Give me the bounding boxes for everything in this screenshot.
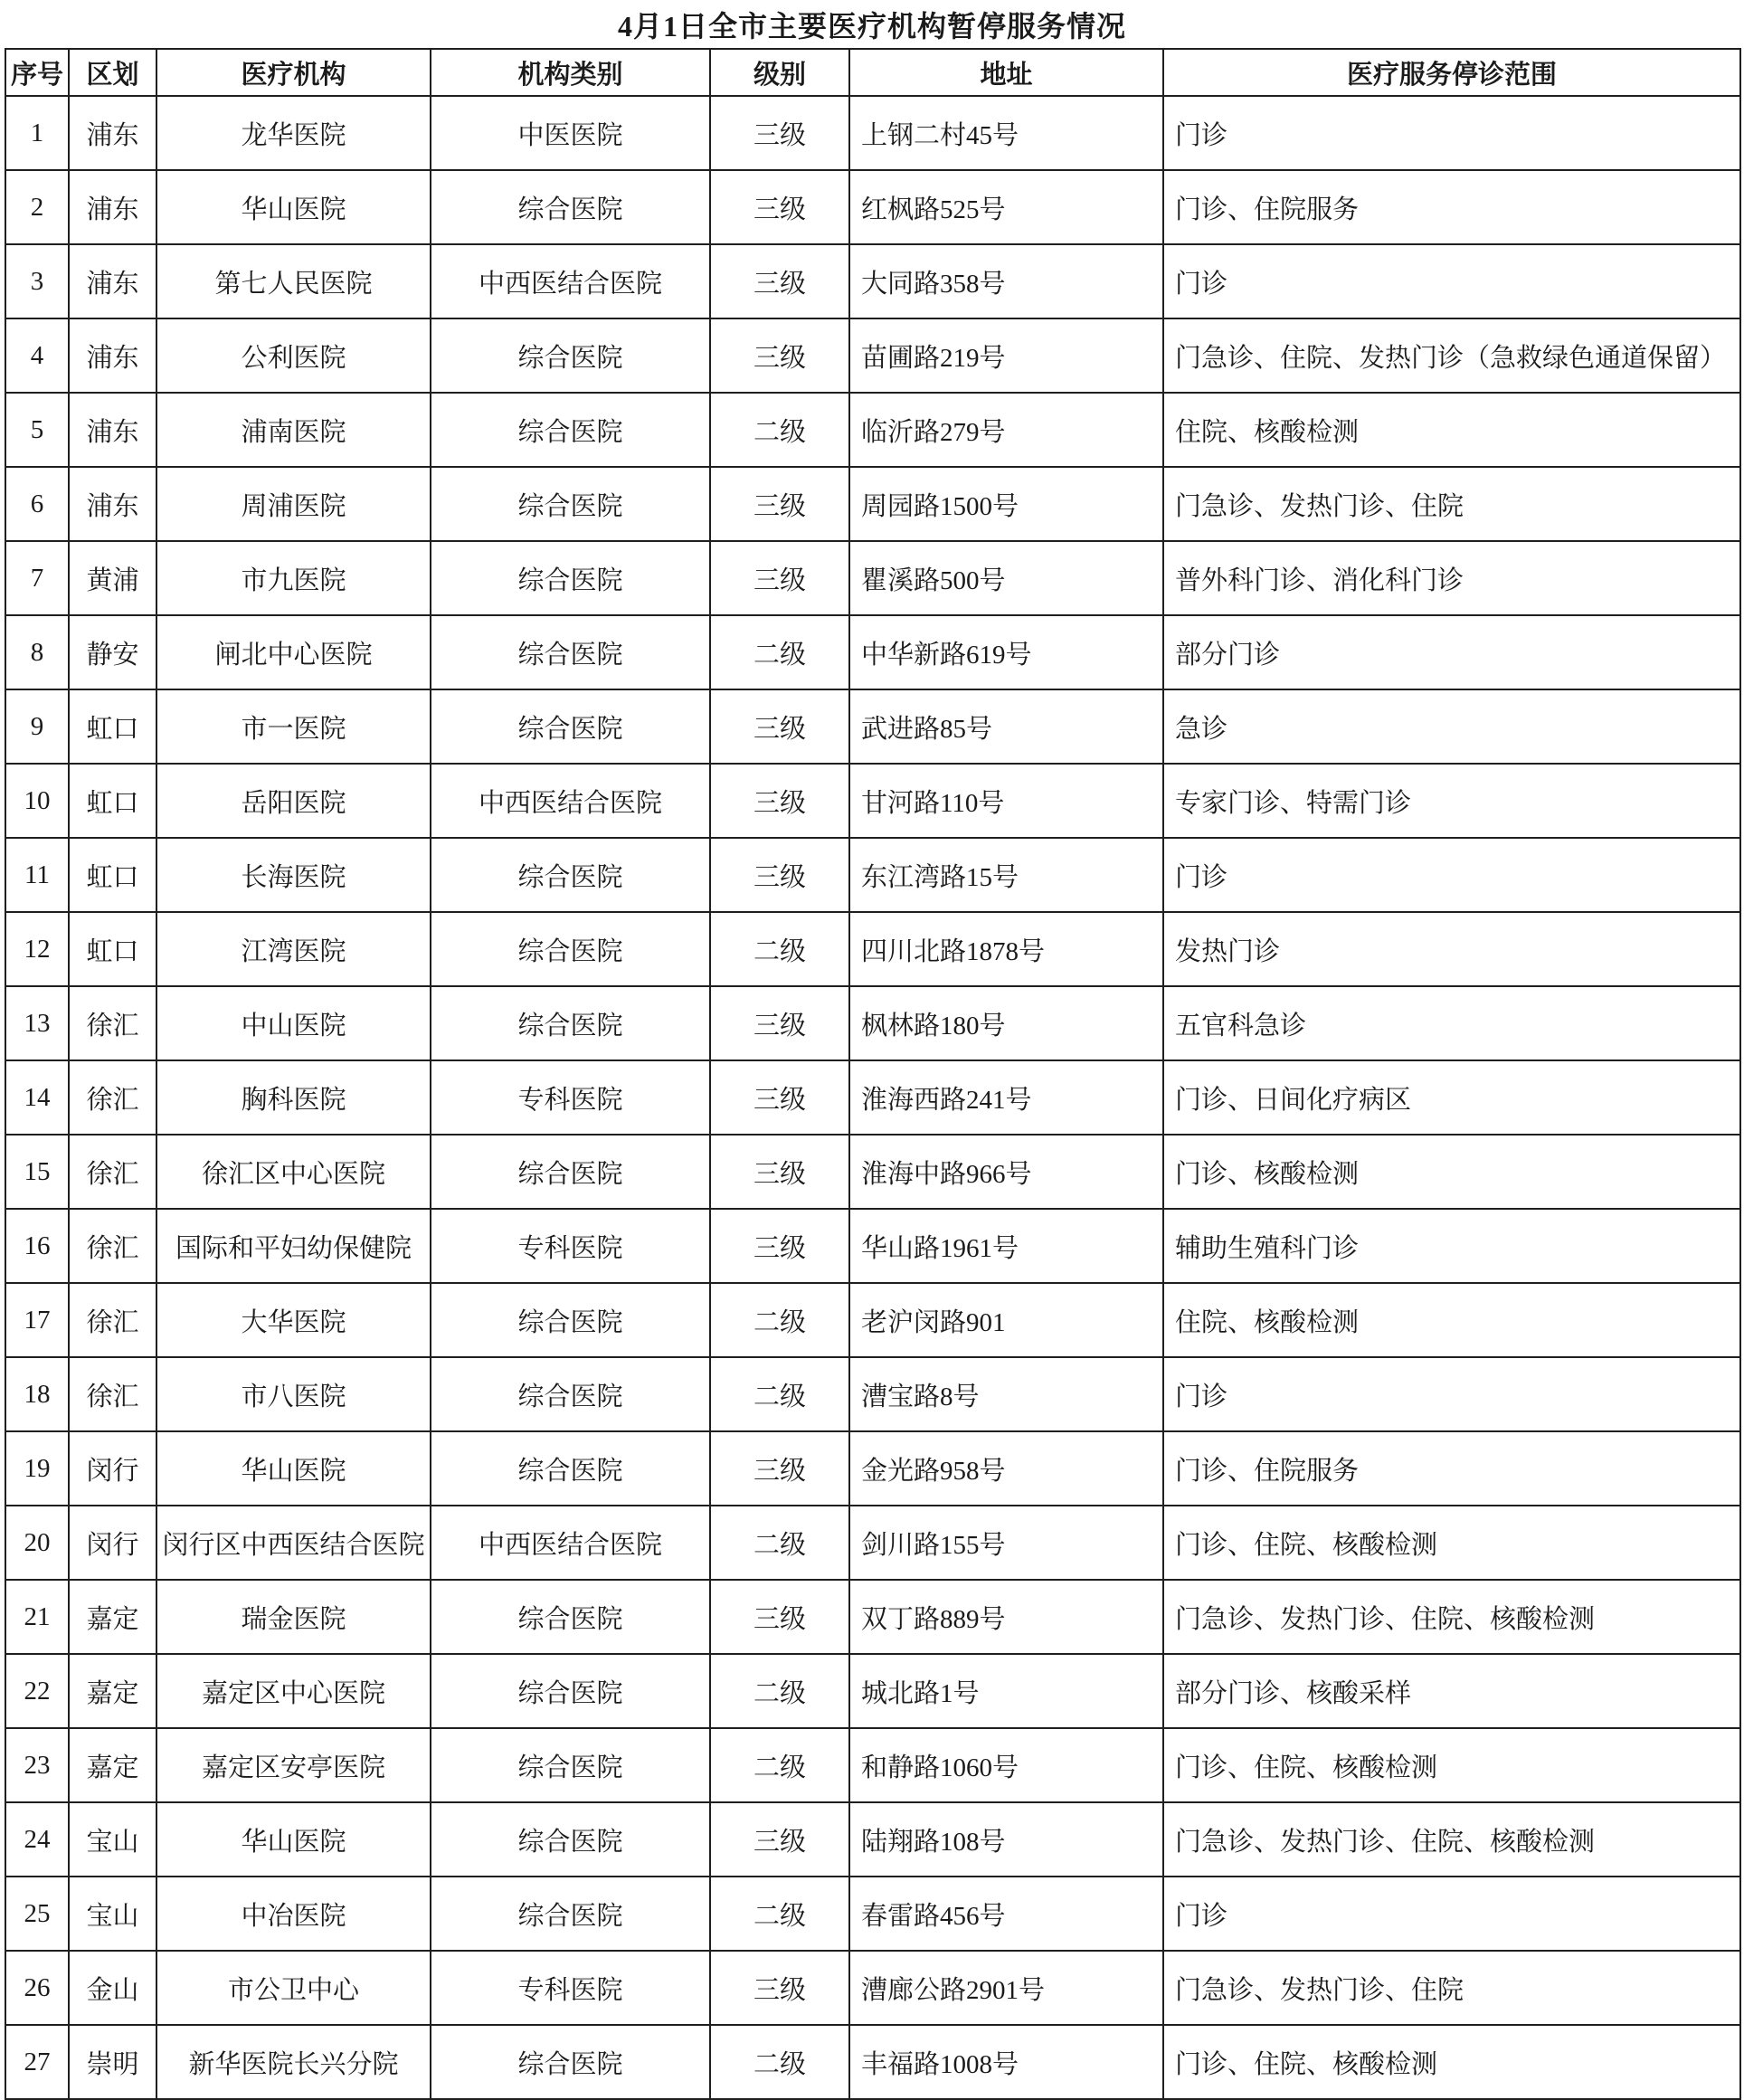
cell-index: 3 [5,244,69,318]
cell-scope: 急诊 [1163,689,1740,764]
cell-scope: 部分门诊 [1163,615,1740,689]
cell-category: 综合医院 [431,2025,710,2099]
cell-district: 浦东 [69,393,156,467]
cell-level: 三级 [710,986,849,1060]
cell-address: 城北路1号 [849,1654,1163,1728]
table-row [5,244,1740,318]
cell-index: 4 [5,318,69,393]
cell-scope: 门诊 [1163,1357,1740,1431]
cell-institution: 中山医院 [156,986,431,1060]
cell-category: 综合医院 [431,541,710,615]
cell-district: 虹口 [69,838,156,912]
cell-category: 综合医院 [431,318,710,393]
cell-scope: 部分门诊、核酸采样 [1163,1654,1740,1728]
cell-category: 综合医院 [431,170,710,244]
cell-district: 浦东 [69,170,156,244]
cell-index: 17 [5,1283,69,1357]
cell-district: 宝山 [69,1802,156,1877]
cell-address: 漕廊公路2901号 [849,1951,1163,2025]
cell-institution: 浦南医院 [156,393,431,467]
cell-address: 老沪闵路901 [849,1283,1163,1357]
table-row [5,689,1740,764]
cell-institution: 市八医院 [156,1357,431,1431]
cell-district: 徐汇 [69,1357,156,1431]
cell-scope: 门诊、住院、核酸检测 [1163,2025,1740,2099]
cell-level: 三级 [710,96,849,170]
cell-district: 徐汇 [69,986,156,1060]
cell-scope: 门急诊、住院、发热门诊（急救绿色通道保留） [1163,318,1740,393]
cell-category: 综合医院 [431,1580,710,1654]
cell-district: 浦东 [69,467,156,541]
header-row [5,49,1740,96]
cell-address: 漕宝路8号 [849,1357,1163,1431]
cell-district: 金山 [69,1951,156,2025]
cell-category: 综合医院 [431,393,710,467]
cell-institution: 胸科医院 [156,1060,431,1135]
cell-index: 25 [5,1877,69,1951]
table-row [5,1877,1740,1951]
cell-institution: 市九医院 [156,541,431,615]
cell-index: 24 [5,1802,69,1877]
cell-district: 徐汇 [69,1209,156,1283]
cell-level: 二级 [710,393,849,467]
cell-address: 丰福路1008号 [849,2025,1163,2099]
cell-address: 陆翔路108号 [849,1802,1163,1877]
cell-scope: 发热门诊 [1163,912,1740,986]
table-row [5,96,1740,170]
cell-index: 19 [5,1431,69,1506]
cell-category: 综合医院 [431,1802,710,1877]
cell-district: 徐汇 [69,1283,156,1357]
cell-institution: 嘉定区中心医院 [156,1654,431,1728]
cell-category: 综合医院 [431,912,710,986]
cell-category: 中西医结合医院 [431,1506,710,1580]
table-row [5,1357,1740,1431]
hospital-suspension-table [5,48,1741,2100]
cell-address: 和静路1060号 [849,1728,1163,1802]
cell-address: 周园路1500号 [849,467,1163,541]
table-row [5,1580,1740,1654]
cell-index: 12 [5,912,69,986]
cell-category: 综合医院 [431,1283,710,1357]
cell-index: 18 [5,1357,69,1431]
table-row [5,986,1740,1060]
table-row [5,541,1740,615]
cell-level: 二级 [710,2025,849,2099]
cell-institution: 江湾医院 [156,912,431,986]
cell-district: 徐汇 [69,1060,156,1135]
cell-level: 三级 [710,244,849,318]
table-row [5,393,1740,467]
cell-district: 嘉定 [69,1580,156,1654]
table-row [5,615,1740,689]
cell-scope: 门诊、住院、核酸检测 [1163,1728,1740,1802]
cell-level: 二级 [710,615,849,689]
cell-category: 综合医院 [431,689,710,764]
cell-district: 浦东 [69,96,156,170]
col-header-level: 级别 [710,49,849,96]
table-row [5,1951,1740,2025]
cell-level: 三级 [710,838,849,912]
cell-institution: 徐汇区中心医院 [156,1135,431,1209]
cell-index: 14 [5,1060,69,1135]
page-title: 4月1日全市主要医疗机构暂停服务情况 [617,9,1126,43]
cell-district: 崇明 [69,2025,156,2099]
table-row [5,912,1740,986]
cell-index: 7 [5,541,69,615]
cell-scope: 住院、核酸检测 [1163,1283,1740,1357]
table-row [5,1802,1740,1877]
cell-index: 9 [5,689,69,764]
cell-scope: 门诊 [1163,838,1740,912]
cell-institution: 中冶医院 [156,1877,431,1951]
cell-category: 综合医院 [431,1357,710,1431]
cell-district: 闵行 [69,1431,156,1506]
cell-institution: 新华医院长兴分院 [156,2025,431,2099]
cell-level: 三级 [710,170,849,244]
cell-index: 5 [5,393,69,467]
cell-institution: 大华医院 [156,1283,431,1357]
cell-scope: 普外科门诊、消化科门诊 [1163,541,1740,615]
cell-district: 宝山 [69,1877,156,1951]
cell-index: 23 [5,1728,69,1802]
cell-level: 二级 [710,1877,849,1951]
table-row [5,1728,1740,1802]
cell-institution: 长海医院 [156,838,431,912]
cell-index: 1 [5,96,69,170]
cell-address: 淮海中路966号 [849,1135,1163,1209]
cell-institution: 公利医院 [156,318,431,393]
cell-level: 三级 [710,1802,849,1877]
cell-level: 二级 [710,1728,849,1802]
col-header-district: 区划 [69,49,156,96]
cell-scope: 门急诊、发热门诊、住院 [1163,467,1740,541]
cell-scope: 门急诊、发热门诊、住院、核酸检测 [1163,1580,1740,1654]
cell-address: 东江湾路15号 [849,838,1163,912]
cell-index: 8 [5,615,69,689]
cell-category: 综合医院 [431,986,710,1060]
cell-level: 三级 [710,1431,849,1506]
cell-district: 静安 [69,615,156,689]
cell-level: 三级 [710,764,849,838]
table-row [5,170,1740,244]
table-row [5,838,1740,912]
cell-institution: 闵行区中西医结合医院 [156,1506,431,1580]
cell-category: 综合医院 [431,1728,710,1802]
table-row [5,1135,1740,1209]
cell-category: 综合医院 [431,1877,710,1951]
cell-district: 虹口 [69,912,156,986]
cell-level: 二级 [710,1357,849,1431]
cell-category: 专科医院 [431,1060,710,1135]
cell-scope: 门急诊、发热门诊、住院、核酸检测 [1163,1802,1740,1877]
cell-institution: 嘉定区安亭医院 [156,1728,431,1802]
cell-address: 枫林路180号 [849,986,1163,1060]
cell-address: 苗圃路219号 [849,318,1163,393]
cell-address: 大同路358号 [849,244,1163,318]
cell-scope: 门诊 [1163,244,1740,318]
cell-scope: 门诊、住院、核酸检测 [1163,1506,1740,1580]
col-header-scope: 医疗服务停诊范围 [1163,49,1740,96]
cell-address: 金光路958号 [849,1431,1163,1506]
cell-category: 综合医院 [431,1135,710,1209]
cell-index: 16 [5,1209,69,1283]
cell-district: 浦东 [69,318,156,393]
table-row [5,764,1740,838]
cell-address: 春雷路456号 [849,1877,1163,1951]
cell-scope: 门诊、住院服务 [1163,1431,1740,1506]
cell-address: 双丁路889号 [849,1580,1163,1654]
col-header-institution: 医疗机构 [156,49,431,96]
cell-address: 武进路85号 [849,689,1163,764]
cell-category: 综合医院 [431,615,710,689]
cell-district: 黄浦 [69,541,156,615]
cell-address: 剑川路155号 [849,1506,1163,1580]
table-row [5,1283,1740,1357]
cell-category: 中西医结合医院 [431,244,710,318]
cell-level: 三级 [710,689,849,764]
cell-index: 11 [5,838,69,912]
col-header-address: 地址 [849,49,1163,96]
cell-level: 三级 [710,1951,849,2025]
cell-index: 22 [5,1654,69,1728]
cell-scope: 门诊 [1163,96,1740,170]
col-header-category: 机构类别 [431,49,710,96]
cell-scope: 专家门诊、特需门诊 [1163,764,1740,838]
cell-level: 三级 [710,541,849,615]
cell-scope: 门诊、住院服务 [1163,170,1740,244]
cell-scope: 辅助生殖科门诊 [1163,1209,1740,1283]
cell-institution: 国际和平妇幼保健院 [156,1209,431,1283]
cell-address: 临沂路279号 [849,393,1163,467]
cell-institution: 华山医院 [156,170,431,244]
cell-district: 闵行 [69,1506,156,1580]
cell-index: 15 [5,1135,69,1209]
cell-institution: 瑞金医院 [156,1580,431,1654]
cell-category: 中医医院 [431,96,710,170]
cell-institution: 龙华医院 [156,96,431,170]
cell-address: 红枫路525号 [849,170,1163,244]
cell-address: 瞿溪路500号 [849,541,1163,615]
cell-scope: 门诊 [1163,1877,1740,1951]
cell-level: 三级 [710,1135,849,1209]
cell-category: 中西医结合医院 [431,764,710,838]
cell-level: 三级 [710,467,849,541]
cell-institution: 华山医院 [156,1802,431,1877]
cell-district: 嘉定 [69,1728,156,1802]
cell-level: 二级 [710,1283,849,1357]
table-row [5,1654,1740,1728]
cell-index: 26 [5,1951,69,2025]
cell-level: 二级 [710,912,849,986]
cell-institution: 市公卫中心 [156,1951,431,2025]
cell-index: 20 [5,1506,69,1580]
cell-district: 浦东 [69,244,156,318]
cell-district: 嘉定 [69,1654,156,1728]
cell-category: 专科医院 [431,1209,710,1283]
table-row [5,467,1740,541]
cell-index: 21 [5,1580,69,1654]
cell-index: 27 [5,2025,69,2099]
cell-district: 徐汇 [69,1135,156,1209]
cell-index: 10 [5,764,69,838]
cell-scope: 门急诊、发热门诊、住院 [1163,1951,1740,2025]
cell-category: 综合医院 [431,1654,710,1728]
cell-address: 华山路1961号 [849,1209,1163,1283]
cell-address: 淮海西路241号 [849,1060,1163,1135]
cell-level: 二级 [710,1654,849,1728]
cell-index: 13 [5,986,69,1060]
cell-district: 虹口 [69,689,156,764]
cell-institution: 岳阳医院 [156,764,431,838]
cell-index: 2 [5,170,69,244]
cell-category: 综合医院 [431,838,710,912]
cell-address: 甘河路110号 [849,764,1163,838]
cell-address: 中华新路619号 [849,615,1163,689]
cell-level: 三级 [710,1060,849,1135]
cell-institution: 闸北中心医院 [156,615,431,689]
cell-institution: 华山医院 [156,1431,431,1506]
cell-institution: 市一医院 [156,689,431,764]
cell-address: 上钢二村45号 [849,96,1163,170]
cell-scope: 门诊、日间化疗病区 [1163,1060,1740,1135]
cell-level: 三级 [710,1580,849,1654]
cell-category: 专科医院 [431,1951,710,2025]
cell-scope: 住院、核酸检测 [1163,393,1740,467]
cell-index: 6 [5,467,69,541]
table-row [5,1431,1740,1506]
table-row [5,2025,1740,2099]
cell-level: 二级 [710,1506,849,1580]
cell-institution: 周浦医院 [156,467,431,541]
table-row [5,1506,1740,1580]
cell-scope: 五官科急诊 [1163,986,1740,1060]
cell-institution: 第七人民医院 [156,244,431,318]
cell-scope: 门诊、核酸检测 [1163,1135,1740,1209]
cell-address: 四川北路1878号 [849,912,1163,986]
table-row [5,318,1740,393]
cell-district: 虹口 [69,764,156,838]
cell-category: 综合医院 [431,467,710,541]
cell-level: 三级 [710,318,849,393]
cell-level: 三级 [710,1209,849,1283]
table-row [5,1060,1740,1135]
cell-category: 综合医院 [431,1431,710,1506]
table-row [5,1209,1740,1283]
col-header-index: 序号 [5,49,69,96]
